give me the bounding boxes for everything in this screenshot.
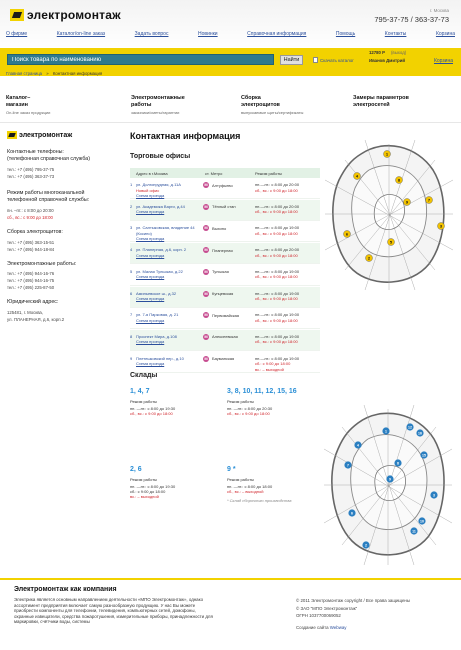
svg-text:8: 8 — [397, 177, 401, 183]
header-phones: 795-37-75 / 363-37-73 — [374, 15, 449, 24]
warehouse-hours: пн. —пт.: с 8:00 до 20:30 — [227, 406, 273, 411]
warehouse-numbers: 3, 8, 10, 11, 12, 15, 16 — [227, 388, 297, 395]
metro-name: Первомайская — [212, 312, 240, 318]
table-row — [130, 352, 320, 373]
metro-name: Выхино — [212, 225, 227, 231]
table-row — [130, 221, 320, 242]
hours-line: пн.—пт.: с 8:00 до 19:00 — [255, 312, 300, 318]
legal-address-title: Юридический адрес: — [7, 299, 59, 305]
nav-cart[interactable]: Корзина — [435, 31, 455, 37]
catnav-measurements[interactable] — [353, 95, 453, 108]
warehouse-hours: сб., вс.: с 9:00 до 18:00 — [130, 411, 173, 416]
nav-reference[interactable]: Справочная информация — [247, 31, 307, 37]
office-hours — [255, 356, 299, 373]
metro-name: Планерная — [212, 247, 233, 253]
svg-text:2: 2 — [367, 255, 371, 261]
svg-text:3: 3 — [439, 223, 443, 229]
svg-text:7: 7 — [347, 463, 349, 468]
breadcrumb-separator: » — [46, 71, 49, 76]
metro-icon: M — [204, 333, 208, 339]
office-address — [136, 182, 201, 199]
cart-panel — [369, 50, 453, 68]
svg-text:6: 6 — [351, 511, 353, 516]
warehouse-numbers: 1, 4, 7 — [130, 388, 150, 395]
metro-station — [203, 225, 226, 231]
catnav-title: Каталог– магазин — [6, 95, 31, 108]
contact-phones-title: Контактные телефоны: (телефонная справочная служба) — [7, 149, 91, 162]
svg-text:9: 9 — [389, 477, 391, 482]
nav-new[interactable]: Новинки — [198, 31, 218, 37]
nav-catalog[interactable]: Каталог/on-line заказ — [56, 31, 106, 37]
warehouse-note: * Склад сборочного производства — [227, 498, 292, 503]
page-title: Контактная информация — [130, 131, 241, 141]
user-name: Иванов Дмитрий — [369, 58, 406, 63]
table-header — [130, 168, 320, 178]
office-hours — [255, 182, 299, 193]
metro-name: Тульская — [212, 269, 229, 275]
sidebar-logo-text: электромонтаж — [19, 131, 73, 139]
hours-line: сб., вс.: с 9:00 до 18:00 — [255, 187, 298, 193]
metro-name: Кунцевская — [212, 291, 234, 296]
catnav-works[interactable] — [131, 95, 231, 115]
assembly-title: Сборка электрощитов: — [7, 229, 63, 235]
legal-address-line: ул. ПЛАНЕРНАЯ, д.6, корп.2 — [7, 316, 65, 322]
warehouse-hours: пн. —пт.: с 8:00 до 19:30 — [130, 406, 176, 411]
hours-line: сб., вс.: с 9:00 до 18:00 — [255, 317, 298, 323]
cart-sum: 12780 Р — [369, 50, 386, 55]
address-link[interactable]: ул. 7-я Парковая, д. 21 — [136, 312, 179, 318]
catnav-catalog[interactable] — [6, 95, 106, 115]
svg-text:8: 8 — [397, 461, 399, 466]
office-hours — [255, 204, 299, 215]
warehouses-title: Склады — [130, 372, 158, 379]
breadcrumb-current: Контактная информация — [52, 71, 103, 76]
address-link[interactable]: ул. Академика Варги, д.44 — [136, 203, 185, 209]
warehouses-section — [130, 372, 297, 503]
metro-icon: M — [204, 225, 208, 231]
catnav-subtitle: заказчики/сметы/гарантии — [131, 110, 180, 115]
catnav-title: Электромонтажные работы — [131, 95, 185, 108]
office-number: 6 — [130, 290, 133, 296]
route-scheme-link[interactable]: Схема проезда — [136, 361, 165, 367]
breadcrumb-home[interactable]: Главная страница — [6, 71, 43, 76]
metro-name: Бауманская — [212, 356, 235, 362]
hours-line: сб., вс.: с 9:00 до 18:00 — [255, 339, 298, 345]
address-link[interactable]: Проспект Мира, д.108 — [136, 333, 177, 339]
site-credit — [296, 625, 410, 631]
office-number: 7 — [130, 312, 133, 318]
svg-text:12: 12 — [408, 425, 412, 430]
credit-label: Создание сайта — [296, 624, 329, 630]
schedule-line: пн. –пт.: с 8:00 до 20:00 — [7, 208, 54, 213]
office-address — [136, 225, 201, 242]
metro-name: Алтуфьево — [212, 182, 233, 188]
hours-line: пн.—пт.: с 8:00 до 20:00 — [255, 203, 300, 209]
warehouse-numbers: 9 * — [227, 466, 236, 473]
contact-phone: тел.: +7 (495) 795-37-75 — [7, 167, 55, 172]
office-number: 5 — [130, 268, 133, 274]
address-link[interactable]: ул. Малая Тульская, д.22 — [136, 268, 183, 274]
svg-text:5: 5 — [389, 239, 393, 245]
new-office-tag: Новый офис — [136, 187, 160, 193]
office-hours — [255, 225, 299, 236]
warehouse-card — [227, 388, 327, 416]
catnav-subtitle: выпускаемые щиты/сертификаты — [241, 110, 304, 115]
warehouse-hours: сб., вс.: – выходной — [227, 489, 264, 494]
office-number: 4 — [130, 247, 133, 253]
svg-text:16: 16 — [418, 431, 422, 436]
table-row — [130, 287, 320, 308]
sidebar-logo — [7, 131, 123, 139]
about-text: Электрика является основным направлением деятельности «МПО Электромонтаж», однако ассортимент предприятия включает самую разнообразную продукцию. У нас Вы можете приобрести компоненты для телефонии, телевидения, компьютерных сетей, домофоны, охранные извещатели, средства пожаротушения, измерительные приборы, принадлежности для маркировки, счётчики воды, системы — [14, 597, 213, 625]
warehouse-hours: вс.: – выходной — [130, 494, 159, 499]
office-hours — [255, 291, 299, 302]
catnav-title: Сборка электрощитов — [241, 95, 280, 108]
metro-name: Алексеевская — [212, 334, 238, 340]
assembly-phone: тел.: +7 (495) 944-18-84 — [7, 246, 55, 252]
offices-map — [325, 140, 453, 290]
works-phone: тел.: +7 (495) 944-16-76 — [7, 271, 55, 276]
warehouse-mode: Режим работы — [130, 477, 158, 482]
ogrn-line: ОГРН 1037700069052 — [296, 612, 341, 618]
route-scheme-link[interactable]: Схема проезда — [136, 236, 165, 242]
hours-line: сб., вс.: с 9:00 до 18:00 — [255, 296, 298, 301]
metro-icon: M — [204, 312, 208, 318]
metro-station — [203, 204, 236, 210]
warehouses-map — [324, 405, 452, 565]
legal-address-line: 125481, г. Москва, — [7, 309, 44, 315]
copyright — [296, 598, 410, 631]
catnav-assembly[interactable] — [241, 95, 341, 115]
nav-help[interactable]: Помощь — [335, 31, 356, 37]
breadcrumb — [6, 71, 102, 76]
svg-text:4: 4 — [357, 443, 359, 448]
nav-about[interactable]: О фирме — [6, 31, 28, 37]
site-header — [0, 0, 461, 50]
metro-icon: M — [204, 203, 208, 209]
works-phone: тел.: +7 (495) 944-16-75 — [7, 278, 55, 283]
offices-title: Торговые офисы — [130, 153, 191, 160]
svg-text:9: 9 — [405, 199, 409, 205]
address-link[interactable]: Плетешковский пер., д.10 — [136, 355, 184, 361]
svg-text:15: 15 — [422, 453, 426, 458]
nav-ask-question[interactable]: Задать вопрос — [134, 31, 169, 37]
schedule-line: сб., вс.: с 9:00 до 18:00 — [7, 215, 53, 220]
route-scheme-link[interactable]: Схема проезда — [136, 209, 165, 215]
logo-mark-icon — [10, 9, 24, 21]
warehouse-mode: Режим работы — [227, 399, 255, 404]
nav-contacts[interactable]: Контакты — [384, 31, 407, 37]
metro-station — [203, 291, 233, 297]
route-scheme-link[interactable]: Схема проезда — [136, 274, 165, 280]
col-hours: Режим работы — [255, 171, 283, 176]
warehouse-numbers: 2, 6 — [130, 466, 142, 473]
logo-text: электромонтаж — [27, 8, 121, 22]
office-number: 3 — [130, 225, 133, 231]
address-link[interactable]: Аминьевское ш., д.32 — [136, 290, 177, 296]
office-address — [136, 334, 201, 345]
table-row — [130, 330, 320, 351]
svg-text:2: 2 — [365, 543, 367, 548]
metro-icon: M — [204, 182, 208, 187]
office-address — [136, 356, 201, 367]
logout-link[interactable]: (выход) — [391, 50, 407, 55]
route-scheme-link[interactable]: Схема проезда — [136, 252, 165, 258]
top-nav — [6, 31, 455, 37]
svg-text:7: 7 — [427, 197, 431, 203]
catnav-title: Замеры параметров электросетей — [353, 95, 409, 108]
table-row — [130, 243, 320, 264]
sidebar — [7, 131, 123, 329]
warehouse-hours: сб.: с 9:00 до 18:00 — [130, 489, 166, 494]
svg-text:4: 4 — [355, 173, 359, 179]
hours-line: сб.: с 9:00 до 18:00 — [255, 361, 291, 367]
site-logo[interactable] — [10, 8, 121, 22]
warehouse-card — [130, 466, 220, 499]
svg-text:11: 11 — [412, 529, 416, 534]
catalog-download-link[interactable] — [313, 57, 354, 63]
metro-icon: M — [204, 355, 208, 361]
main-content — [130, 131, 300, 372]
table-row — [130, 178, 320, 199]
hours-line: сб., вс.: с 9:00 до 18:00 — [255, 209, 298, 215]
metro-station — [203, 356, 234, 362]
col-address: Адрес в г.Москва — [136, 171, 168, 176]
hours-line: пн.—пт.: с 8:00 до 19:00 — [255, 290, 300, 296]
col-metro: ст. Метро — [205, 171, 223, 176]
category-nav — [0, 95, 461, 123]
hours-line: пн.—пт.: с 8:00 до 19:00 — [255, 225, 300, 231]
office-address — [136, 247, 201, 258]
credit-link[interactable]: Webway — [329, 624, 347, 630]
route-scheme-link[interactable]: Схема проезда — [136, 193, 165, 198]
warehouse-card — [130, 388, 220, 416]
city-label: г. Москва — [430, 8, 449, 13]
office-hours — [255, 312, 299, 323]
table-row — [130, 265, 320, 286]
search-input[interactable] — [12, 56, 274, 64]
svg-text:10: 10 — [420, 519, 424, 524]
document-icon — [313, 57, 318, 63]
route-scheme-link[interactable]: Схема проезда — [136, 339, 165, 345]
search-box — [7, 54, 274, 65]
office-number: 1 — [130, 182, 133, 187]
office-address — [136, 312, 201, 323]
office-hours — [255, 334, 299, 345]
metro-station — [203, 269, 229, 275]
metro-icon: M — [204, 290, 208, 296]
cart-link[interactable]: Корзина — [433, 58, 453, 64]
office-number: 8 — [130, 333, 133, 339]
svg-text:1: 1 — [385, 429, 387, 434]
about-company — [14, 586, 214, 625]
address-link[interactable]: ул. Долгопрудная, д.11А — [136, 182, 181, 187]
hours-line: сб., вс.: с 9:00 до 18:00 — [255, 230, 298, 236]
office-address — [136, 291, 201, 302]
warehouse-hours: пн. —пт.: с 8:00 до 19:30 — [130, 484, 176, 489]
svg-text:6: 6 — [345, 231, 349, 237]
warehouse-hours: сб., вс.: с 9:00 до 18:00 — [227, 411, 270, 416]
svg-text:1: 1 — [385, 151, 389, 157]
hours-line: пн.—пт.: с 8:00 до 20:00 — [255, 182, 300, 187]
office-address — [136, 269, 201, 280]
office-number: 9 — [130, 355, 133, 361]
metro-station — [203, 247, 233, 253]
copyright-line: © 2011 Электромонтаж copyright / Все права защищены — [296, 598, 411, 603]
footer-divider — [0, 578, 461, 580]
office-hours — [255, 269, 299, 280]
schedule-title: Режим работы многоканальной телефонной справочной службы: — [7, 190, 90, 203]
works-phone: тел.: +7 (495) 225-87-50 — [7, 285, 55, 290]
office-address — [136, 204, 201, 215]
search-button[interactable]: Найти — [280, 55, 303, 65]
metro-station — [203, 312, 239, 318]
hours-line: пн.—пт.: с 8:00 до 19:00 — [255, 355, 300, 361]
table-row — [130, 308, 320, 329]
assembly-phone: тел.: +7 (495) 363-15-51 — [7, 239, 55, 245]
catnav-subtitle: On-line заказ продукции — [6, 110, 51, 115]
metro-icon: M — [204, 247, 208, 253]
route-scheme-link[interactable]: Схема проезда — [136, 317, 165, 323]
office-number: 2 — [130, 203, 133, 209]
office-hours — [255, 247, 299, 258]
company-line: © ЗАО "МПО Электромонтаж" — [296, 606, 358, 612]
hours-line: пн.—пт.: с 8:00 до 19:00 — [255, 333, 300, 339]
hours-line: вс.: – выходной — [255, 366, 284, 372]
catalog-download-label[interactable]: Скачать каталог — [320, 57, 354, 63]
metro-icon: M — [204, 268, 208, 274]
logo-mark-icon — [7, 131, 17, 139]
metro-name: Тёплый стан — [212, 204, 236, 210]
warehouse-hours: пн. —пт.: с 8:00 до 18:00 — [227, 484, 273, 489]
hours-line: сб., вс.: с 9:00 до 18:00 — [255, 252, 298, 258]
warehouse-mode: Режим работы — [227, 477, 255, 482]
works-title: Электромонтажные работы: — [7, 260, 77, 267]
hours-line: пн.—пт.: с 8:00 до 19:00 — [255, 268, 300, 274]
contact-phone: тел.: +7 (495) 363-37-73 — [7, 174, 55, 179]
warehouse-card — [227, 466, 327, 503]
svg-text:3: 3 — [433, 493, 435, 498]
metro-station — [203, 182, 233, 188]
route-scheme-link[interactable]: Схема проезда — [136, 296, 165, 301]
address-link[interactable]: ул. Планерная, д.6, корп. 2 — [136, 247, 187, 253]
hours-line: сб., вс.: с 9:00 до 18:00 — [255, 274, 298, 280]
table-row — [130, 200, 320, 221]
hours-line: пн.—пт.: с 8:00 до 20:00 — [255, 247, 300, 253]
metro-station — [203, 334, 238, 340]
about-title: Электромонтаж как компания — [14, 586, 117, 593]
warehouse-mode: Режим работы — [130, 399, 158, 404]
address-link[interactable]: ул. Салтыковская, владение 44 (Косино) — [136, 225, 195, 236]
